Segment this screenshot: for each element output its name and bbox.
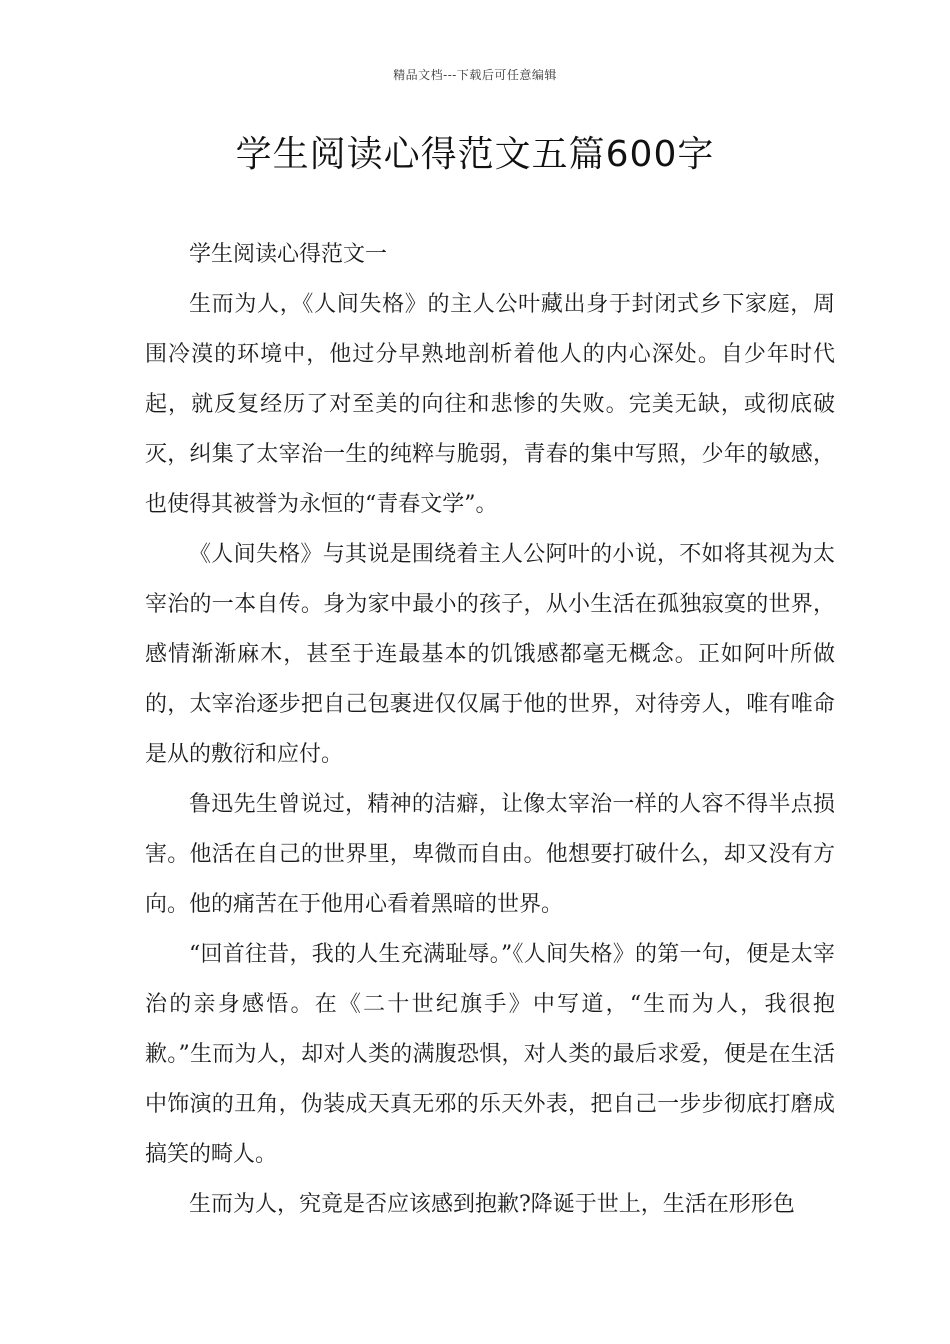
paragraph: 生而为人，究竟是否应该感到抱歉?降诞于世上，生活在形形色 (189, 1192, 795, 1217)
header-note: 精品文档---下载后可任意编辑 (393, 68, 557, 82)
paragraph: “回首往昔，我的人生充满耻辱。”《人间失格》的第一句，便是太宰治的亲身感悟。在《二十世纪旗手》中写道，“生而为人，我很抱歉。”生而为人，却对人类的满腹恐惧，对人类的最后求爱，便是在生活中饰演的丑角，伪装成天真无邪的乐天外表，把自己一步步彻底打磨成搞笑的畸人。 (145, 942, 835, 1167)
section-heading: 学生阅读心得范文一 (189, 242, 388, 267)
document-title: 学生阅读心得范文五篇600字 (235, 134, 715, 175)
document-body (145, 230, 835, 1230)
paragraph: 生而为人，《人间失格》的主人公叶藏出身于封闭式乡下家庭，周围冷漠的环境中，他过分早熟地剖析着他人的内心深处。自少年时代起，就反复经历了对至美的向往和悲惨的失败。完美无缺，或彻底破灭，纠集了太宰治一生的纯粹与脆弱，青春的集中写照，少年的敏感，也使得其被誉为永恒的“青春文学”。 (145, 292, 835, 517)
paragraph: 鲁迅先生曾说过，精神的洁癖，让像太宰治一样的人容不得半点损害。他活在自己的世界里，卑微而自由。他想要打破什么，却又没有方向。他的痛苦在于他用心看着黑暗的世界。 (145, 792, 835, 917)
paragraph: 《人间失格》与其说是围绕着主人公阿叶的小说，不如将其视为太宰治的一本自传。身为家中最小的孩子，从小生活在孤独寂寞的世界，感情渐渐麻木，甚至于连最基本的饥饿感都毫无概念。正如阿叶所做的，太宰治逐步把自己包裹进仅仅属于他的世界，对待旁人，唯有唯命是从的敷衍和应付。 (145, 542, 835, 767)
